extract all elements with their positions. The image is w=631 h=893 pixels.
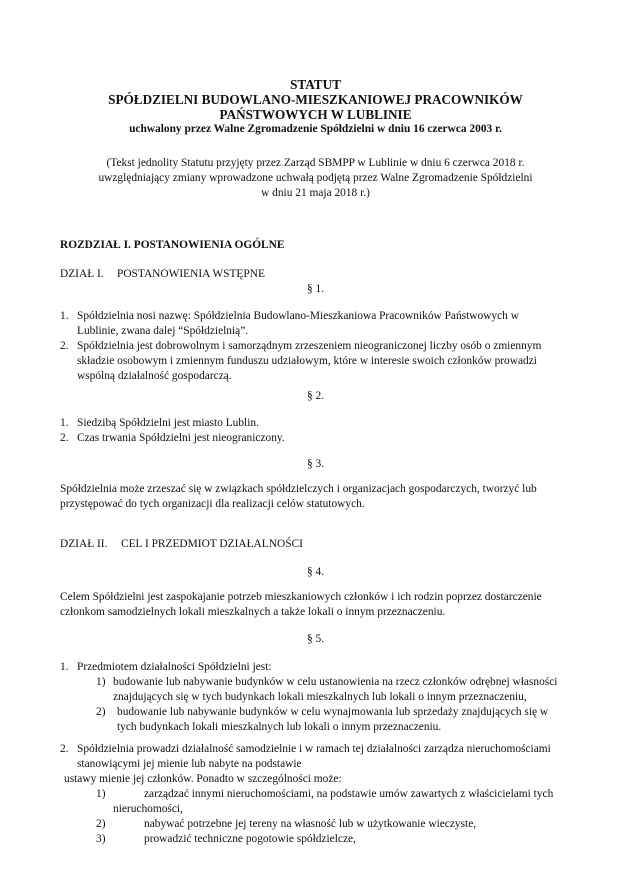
section-number: DZIAŁ I. (60, 268, 104, 280)
paragraph-sign: § 5. (306, 633, 325, 645)
consolidated-note-line1: (Tekst jednolity Statutu przyjęty przez Zarząd SBMPP w Lublinie w dniu 6 czerwca 2018 r. (106, 157, 525, 169)
paragraph-sign: § 3. (306, 458, 325, 470)
paragraph-sign: § 1. (306, 283, 325, 295)
sublist-item-text: nabywać potrzebne jej tereny na własność lub w użytkowanie wieczyste, (144, 818, 477, 830)
section-number: DZIAŁ II. (60, 538, 108, 550)
section-title: POSTANOWIENIA WSTĘPNE (117, 268, 265, 280)
list-item-text: wspólną działalność gospodarczą. (77, 370, 232, 382)
statute-subtitle: uchwalony przez Walne Zgromadzenie Spółdzielni w dniu 16 czerwca 2003 r. (129, 123, 502, 135)
sublist-item-text: budowanie lub nabywanie budynków w celu wynajmowania lub sprzedaży znajdujących się w (117, 706, 549, 718)
paragraph-sign: § 4. (306, 566, 325, 578)
list-item-text: Czas trwania Spółdzielni jest nieograniczony. (77, 432, 285, 444)
list-item-number: 1. (60, 310, 69, 322)
statute-title-line3: PAŃSTWOWYCH W LUBLINIE (219, 107, 412, 122)
paragraph-text: członkom samodzielnych lokali mieszkalnych a także lokali o innym przeznaczeniu. (60, 606, 446, 618)
sublist-item-number: 3) (96, 833, 106, 845)
list-item-number: 1. (60, 661, 69, 673)
list-item-number: 1. (60, 417, 69, 429)
sublist-item-number: 1) (96, 788, 106, 800)
list-item-text: Przedmiotem działalności Spółdzielni jest: (77, 661, 272, 673)
list-item-text: składzie osobowym i zmiennym funduszu udziałowym, które w interesie swoich członków prowadzi (77, 355, 537, 367)
sublist-item-text: nieruchomości, (113, 803, 183, 815)
sublist-item-text: znajdujących się w tych budynkach lokali mieszkalnych lub lokali o innym przeznaczeniu, (113, 691, 527, 703)
sublist-item-text: zarządzać innymi nieruchomościami, na podstawie umów zawartych z właścicielami tych (144, 788, 554, 800)
list-item-text: Spółdzielnia nosi nazwę: Spółdzielnia Budowlano-Mieszkaniowa Pracowników Państwowych w (77, 310, 519, 322)
list-item-text: Spółdzielnia prowadzi działalność samodzielnie i w ramach tej działalności zarządza nieruchomościami (77, 743, 551, 755)
consolidated-note-line3: w dniu 21 maja 2018 r.) (261, 187, 370, 199)
paragraph-text: Celem Spółdzielni jest zaspokajanie potrzeb mieszkaniowych członków i ich rodzin poprzez dostarczenie (60, 591, 542, 603)
paragraph-text: przystępować do tych organizacji dla realizacji celów statutowych. (60, 498, 365, 510)
list-item-text: Lublinie, zwana dalej “Spółdzielnią”. (77, 325, 249, 337)
list-item-text: Siedzibą Spółdzielni jest miasto Lublin. (77, 417, 259, 429)
sublist-item-number: 2) (96, 818, 106, 830)
chapter-heading: ROZDZIAŁ I. POSTANOWIENIA OGÓLNE (60, 239, 285, 251)
sublist-item-text: prowadzić techniczne pogotowie spółdzielcze, (144, 833, 356, 845)
paragraph-sign: § 2. (306, 390, 325, 402)
sublist-item-text: budowanie lub nabywanie budynków w celu ustanowienia na rzecz członków odrębnej własności (113, 676, 558, 688)
sublist-item-number: 2) (96, 706, 106, 718)
list-item-text: ustawy mienie jej członków. Ponadto w szczególności może: (64, 773, 342, 785)
list-item-text: Spółdzielnia jest dobrowolnym i samorządnym zrzeszeniem nieograniczonej liczby osób o zmiennym (77, 340, 542, 352)
consolidated-note-line2: uwzględniający zmiany wprowadzone uchwałą podjętą przez Walne Zgromadzenie Spółdzielni (98, 172, 533, 184)
list-item-number: 2. (60, 432, 69, 444)
list-item-number: 2. (60, 743, 69, 755)
list-item-number: 2. (60, 340, 69, 352)
sublist-item-text: tych budynkach lokali mieszkalnych lub lokali o innym przeznaczeniu. (117, 721, 442, 733)
list-item-text: stanowiącymi jej mienie lub nabyte na podstawie (77, 758, 302, 770)
sublist-item-number: 1) (96, 676, 106, 688)
statute-title-line2: SPÓŁDZIELNI BUDOWLANO-MIESZKANIOWEJ PRACOWNIKÓW (108, 92, 523, 107)
section-title: CEL I PRZEDMIOT DZIAŁALNOŚCI (121, 538, 303, 550)
paragraph-text: Spółdzielnia może zrzeszać się w związkach spółdzielczych i organizacjach gospodarczych, tworzyć lub (60, 483, 537, 495)
statute-title: STATUT (290, 77, 341, 92)
